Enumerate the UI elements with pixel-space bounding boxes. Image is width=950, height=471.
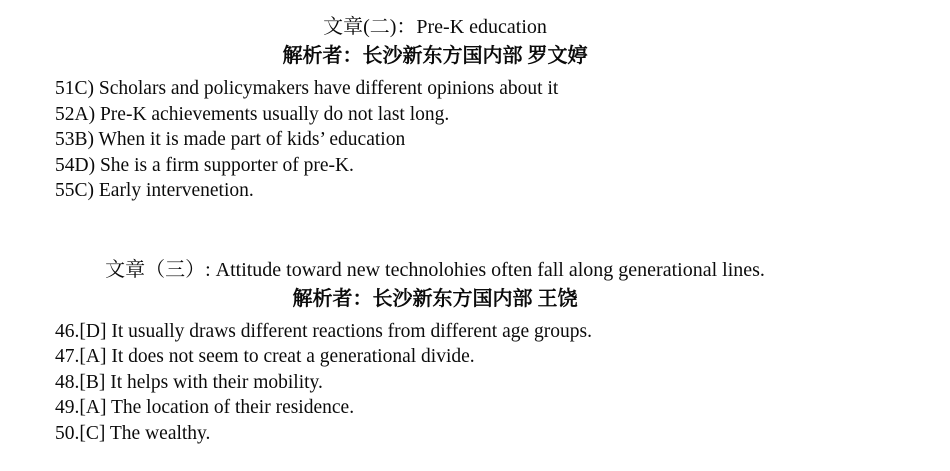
passage-3-title: 文章（三）: Attitude toward new technolohies often fall along generational lines. xyxy=(105,258,765,281)
passage-2-answer-list xyxy=(0,76,870,204)
section-passage-2 xyxy=(0,13,870,204)
answer-line-52: 52A) Pre-K achievements usually do not last long. xyxy=(55,103,450,125)
passage-3-answer-list xyxy=(0,319,870,447)
passage-3-analyst: 解析者：长沙新东方国内部 王饶 xyxy=(292,287,578,310)
passage-2-title: 文章(二)：Pre-K education xyxy=(323,16,547,38)
answer-line-54: 54D) She is a firm supporter of pre-K. xyxy=(55,154,354,176)
passage-2-analyst: 解析者：长沙新东方国内部 罗文婷 xyxy=(282,45,588,67)
answer-line-55: 55C) Early intervenetion. xyxy=(55,180,254,201)
section-passage-3 xyxy=(0,256,870,447)
answer-line-49: 49.[A] The location of their residence. xyxy=(55,397,355,418)
answer-line-47: 47.[A] It does not seem to creat a generational divide. xyxy=(55,346,475,367)
answer-line-46: 46.[D] It usually draws different reactions from different age groups. xyxy=(55,320,592,342)
answer-line-48: 48.[B] It helps with their mobility. xyxy=(55,371,323,393)
answer-line-50: 50.[C] The wealthy. xyxy=(55,422,211,444)
answer-line-53: 53B) When it is made part of kids’ education xyxy=(55,129,406,150)
answer-line-51: 51C) Scholars and policymakers have different opinions about it xyxy=(55,78,559,99)
